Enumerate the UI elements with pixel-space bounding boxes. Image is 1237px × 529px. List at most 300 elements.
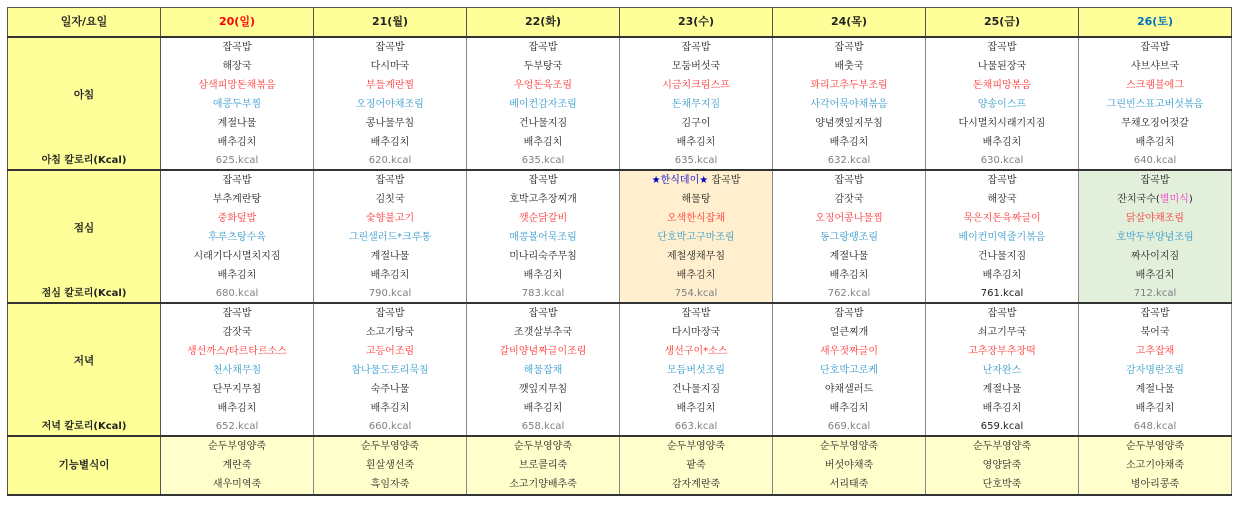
menu-text: 계절나물 xyxy=(1135,384,1175,395)
menu-text: 다시멸치시래기지짐 xyxy=(958,118,1046,129)
menu-cell xyxy=(314,380,467,399)
kcal-value: 659.kcal xyxy=(926,418,1079,436)
menu-text: 단호박고구마조림 xyxy=(657,232,735,243)
menu-text: 쇠고기무국 xyxy=(977,327,1027,338)
menu-cell xyxy=(926,133,1079,152)
meal-label: 점심 xyxy=(8,170,161,285)
menu-cell xyxy=(161,76,314,95)
menu-cell xyxy=(1079,114,1232,133)
kcal-value: 761.kcal xyxy=(926,285,1079,303)
menu-text: 야채샐러드 xyxy=(824,384,874,395)
menu-row xyxy=(8,399,1232,418)
menu-row xyxy=(8,190,1232,209)
menu-text: 우엉돈육조림 xyxy=(514,80,572,91)
kcal-value: 754.kcal xyxy=(620,285,773,303)
menu-cell xyxy=(161,247,314,266)
menu-text: 배추김치 xyxy=(217,137,257,148)
menu-cell xyxy=(1079,303,1232,323)
menu-text: 오징어야채조림 xyxy=(356,99,424,110)
menu-text: 호박고추장찌개 xyxy=(509,194,577,205)
kcal-value: 632.kcal xyxy=(773,152,926,170)
menu-text: 제철생채무침 xyxy=(667,251,725,262)
menu-cell xyxy=(926,342,1079,361)
menu-text: 부들계란찜 xyxy=(365,80,415,91)
menu-cell xyxy=(1079,399,1232,418)
menu-text: 얼큰찌개 xyxy=(829,327,869,338)
menu-text: 묵은지돈육짜글이 xyxy=(963,213,1041,224)
menu-text: 고등어조림 xyxy=(365,346,415,357)
menu-text: 배추김치 xyxy=(370,137,410,148)
functional-row xyxy=(8,475,1232,495)
menu-cell xyxy=(314,266,467,285)
menu-cell xyxy=(467,266,620,285)
header-day-wed: 23(수) xyxy=(620,8,773,38)
menu-cell xyxy=(467,37,620,57)
kcal-value: 640.kcal xyxy=(1079,152,1232,170)
functional-cell: 단호박죽 xyxy=(926,475,1079,495)
menu-row xyxy=(8,114,1232,133)
menu-text: 생선까스/타르타르소스 xyxy=(187,346,287,357)
menu-cell xyxy=(314,342,467,361)
menu-text: 김칫국 xyxy=(375,194,405,205)
menu-text: 감자명란조림 xyxy=(1126,365,1184,376)
menu-text: 잡곡밥 xyxy=(834,175,864,186)
menu-text: 해물잡채 xyxy=(523,365,563,376)
menu-cell xyxy=(620,57,773,76)
menu-cell xyxy=(467,76,620,95)
menu-text: 건나물지짐 xyxy=(518,118,568,129)
menu-cell xyxy=(926,323,1079,342)
menu-text: 배추김치 xyxy=(1135,137,1175,148)
menu-text: 애콩두부찜 xyxy=(212,99,262,110)
menu-text: 잡곡밥 xyxy=(1140,175,1170,186)
menu-cell xyxy=(926,37,1079,57)
menu-text: 배추김치 xyxy=(523,270,563,281)
functional-label: 기능별식이 xyxy=(8,436,161,495)
menu-cell xyxy=(161,170,314,190)
functional-row xyxy=(8,456,1232,475)
functional-cell: 순두부영양죽 xyxy=(467,436,620,456)
menu-cell xyxy=(926,303,1079,323)
menu-text: 갈비양념짜글이조림 xyxy=(499,346,587,357)
menu-cell xyxy=(620,361,773,380)
menu-text: 건나물지짐 xyxy=(671,384,721,395)
menu-text: 매콤볼어묵조림 xyxy=(509,232,577,243)
menu-text: 잡곡밥 xyxy=(987,42,1017,53)
menu-text: 배추김치 xyxy=(982,270,1022,281)
menu-text: 고추잡채 xyxy=(1135,346,1175,357)
kcal-value: 635.kcal xyxy=(467,152,620,170)
menu-row xyxy=(8,266,1232,285)
menu-cell xyxy=(161,399,314,418)
menu-cell xyxy=(1079,228,1232,247)
menu-text: 모둠버섯국 xyxy=(671,61,721,72)
menu-cell xyxy=(773,37,926,57)
menu-text: 잡곡밥 xyxy=(528,42,558,53)
menu-cell xyxy=(620,228,773,247)
header-row xyxy=(8,8,1232,38)
menu-row xyxy=(8,170,1232,190)
menu-cell xyxy=(926,57,1079,76)
menu-cell xyxy=(161,380,314,399)
kcal-value: 620.kcal xyxy=(314,152,467,170)
header-day-fri: 25(금) xyxy=(926,8,1079,38)
menu-text: 잡곡밥 xyxy=(681,42,711,53)
menu-cell xyxy=(1079,209,1232,228)
kcal-value: 783.kcal xyxy=(467,285,620,303)
menu-cell xyxy=(314,361,467,380)
functional-cell: 소고기양배추죽 xyxy=(467,475,620,495)
menu-cell xyxy=(773,95,926,114)
menu-cell xyxy=(467,133,620,152)
menu-text: 잡곡밥 xyxy=(987,308,1017,319)
menu-text: 생선구이*소스 xyxy=(664,346,728,357)
menu-text: 조갯살부추국 xyxy=(514,327,572,338)
menu-cell xyxy=(926,76,1079,95)
menu-text: 다시마국 xyxy=(370,61,410,72)
menu-cell xyxy=(161,303,314,323)
menu-cell xyxy=(467,361,620,380)
menu-text: 두부탕국 xyxy=(523,61,563,72)
menu-cell xyxy=(161,323,314,342)
menu-cell xyxy=(1079,266,1232,285)
menu-cell xyxy=(773,57,926,76)
menu-cell xyxy=(773,342,926,361)
menu-cell xyxy=(620,247,773,266)
menu-cell xyxy=(161,190,314,209)
menu-text: 배추김치 xyxy=(370,403,410,414)
functional-cell: 순두부영양죽 xyxy=(161,436,314,456)
menu-cell xyxy=(161,37,314,57)
menu-text: 잡곡밥 xyxy=(222,308,252,319)
functional-cell: 흰살생선죽 xyxy=(314,456,467,475)
menu-text: 후루츠탕수육 xyxy=(208,232,266,243)
menu-text: 감잣국 xyxy=(834,194,864,205)
functional-cell: 계란죽 xyxy=(161,456,314,475)
menu-text: 고추장부추장떡 xyxy=(968,346,1036,357)
menu-cell xyxy=(773,380,926,399)
menu-row xyxy=(8,37,1232,57)
menu-cell xyxy=(161,114,314,133)
menu-cell xyxy=(926,228,1079,247)
functional-cell: 순두부영양죽 xyxy=(1079,436,1232,456)
functional-cell: 소고기야채죽 xyxy=(1079,456,1232,475)
menu-text: 숯향불고기 xyxy=(365,213,415,224)
functional-cell: 새우미역죽 xyxy=(161,475,314,495)
menu-text: 배추김치 xyxy=(982,137,1022,148)
functional-cell: 순두부영양죽 xyxy=(926,436,1079,456)
functional-cell: 병아리콩죽 xyxy=(1079,475,1232,495)
menu-cell xyxy=(773,190,926,209)
kcal-value: 625.kcal xyxy=(161,152,314,170)
kcal-value: 660.kcal xyxy=(314,418,467,436)
menu-text: 꽈리고추두부조림 xyxy=(810,80,888,91)
menu-text: 배추김치 xyxy=(523,403,563,414)
meal-menu-table xyxy=(7,7,1232,496)
menu-cell xyxy=(620,380,773,399)
menu-cell xyxy=(1079,361,1232,380)
menu-cell xyxy=(926,114,1079,133)
menu-text: 베이컨미역줄기볶음 xyxy=(958,232,1046,243)
menu-cell xyxy=(620,342,773,361)
kcal-label: 아침 칼로리(Kcal) xyxy=(8,152,161,170)
menu-row xyxy=(8,209,1232,228)
menu-text: 소고기탕국 xyxy=(365,327,415,338)
menu-text: 단호박고로케 xyxy=(820,365,878,376)
menu-cell xyxy=(773,133,926,152)
functional-cell: 순두부영양죽 xyxy=(773,436,926,456)
menu-text: 부추계란탕 xyxy=(212,194,262,205)
menu-cell xyxy=(467,228,620,247)
menu-cell xyxy=(773,76,926,95)
kcal-value: 630.kcal xyxy=(926,152,1079,170)
kcal-row xyxy=(8,418,1232,436)
menu-text: 배추김치 xyxy=(370,270,410,281)
menu-cell xyxy=(620,266,773,285)
menu-cell xyxy=(1079,323,1232,342)
menu-text: 숙주나물 xyxy=(370,384,410,395)
menu-cell xyxy=(1079,57,1232,76)
menu-text: 오색한식잡채 xyxy=(667,213,725,224)
kcal-value: 712.kcal xyxy=(1079,285,1232,303)
menu-cell xyxy=(467,170,620,190)
menu-text: 계절나물 xyxy=(982,384,1022,395)
menu-text: 잡곡밥 xyxy=(375,42,405,53)
menu-cell xyxy=(773,399,926,418)
menu-cell xyxy=(773,114,926,133)
functional-cell: 브로콜리죽 xyxy=(467,456,620,475)
menu-cell xyxy=(467,399,620,418)
kcal-value: 663.kcal xyxy=(620,418,773,436)
menu-text: 삼색피망돈채볶음 xyxy=(198,80,276,91)
menu-text: 양송이스프 xyxy=(977,99,1027,110)
menu-text: 잡곡밥 xyxy=(222,42,252,53)
menu-text: 잡곡밥 xyxy=(375,175,405,186)
header-day-sun: 20(일) xyxy=(161,8,314,38)
menu-text: 잡곡밥 xyxy=(681,308,711,319)
kcal-value: 652.kcal xyxy=(161,418,314,436)
menu-text: 잡곡밥 xyxy=(375,308,405,319)
kcal-value: 680.kcal xyxy=(161,285,314,303)
menu-cell xyxy=(926,399,1079,418)
meal-label: 저녁 xyxy=(8,303,161,418)
menu-text: 잡곡밥 xyxy=(987,175,1017,186)
menu-text: 돈채피망볶음 xyxy=(973,80,1031,91)
menu-text: 사각어묵야채볶음 xyxy=(810,99,888,110)
menu-text: 스크램블에그 xyxy=(1126,80,1184,91)
menu-text: 배추김치 xyxy=(676,137,716,148)
header-day-thu: 24(목) xyxy=(773,8,926,38)
menu-cell xyxy=(161,342,314,361)
special-tag: 별미식 xyxy=(1159,194,1189,205)
menu-cell xyxy=(161,228,314,247)
menu-cell xyxy=(1079,342,1232,361)
kcal-label: 저녁 칼로리(Kcal) xyxy=(8,418,161,436)
menu-text: 미나리숙주무침 xyxy=(509,251,577,262)
menu-cell xyxy=(926,190,1079,209)
menu-text: ) xyxy=(1188,194,1193,205)
menu-text: 깻순닭갈비 xyxy=(518,213,568,224)
functional-cell: 팥죽 xyxy=(620,456,773,475)
menu-text: 잡곡밥 xyxy=(834,308,864,319)
functional-cell: 감자계란죽 xyxy=(620,475,773,495)
functional-cell: 버섯야채죽 xyxy=(773,456,926,475)
menu-text: 잔치국수( xyxy=(1117,194,1160,205)
kcal-label: 점심 칼로리(Kcal) xyxy=(8,285,161,303)
menu-text: 시래기다시멸치지짐 xyxy=(193,251,281,262)
menu-text: 모듬버섯조림 xyxy=(667,365,725,376)
menu-text: 북어국 xyxy=(1140,327,1170,338)
menu-row xyxy=(8,361,1232,380)
menu-cell xyxy=(314,114,467,133)
menu-cell xyxy=(1079,76,1232,95)
menu-cell xyxy=(773,247,926,266)
menu-text: 잡곡밥 xyxy=(834,42,864,53)
menu-text: 배추김치 xyxy=(1135,270,1175,281)
kcal-value: 658.kcal xyxy=(467,418,620,436)
menu-cell xyxy=(467,209,620,228)
korean-day-tag: ★한식데이★ xyxy=(651,175,709,186)
menu-row xyxy=(8,76,1232,95)
menu-text: 배추김치 xyxy=(829,137,869,148)
menu-cell xyxy=(314,170,467,190)
menu-cell xyxy=(467,342,620,361)
menu-cell xyxy=(620,303,773,323)
menu-row xyxy=(8,323,1232,342)
menu-cell xyxy=(773,361,926,380)
menu-text: 배추김치 xyxy=(676,403,716,414)
menu-text: 배추김치 xyxy=(982,403,1022,414)
menu-text: 배추김치 xyxy=(523,137,563,148)
menu-text: 다시마장국 xyxy=(671,327,721,338)
menu-row xyxy=(8,228,1232,247)
menu-cell xyxy=(773,170,926,190)
menu-text: 단무지무침 xyxy=(212,384,262,395)
menu-cell xyxy=(620,37,773,57)
menu-cell xyxy=(467,114,620,133)
menu-text: 시금치크림스프 xyxy=(662,80,730,91)
kcal-value: 648.kcal xyxy=(1079,418,1232,436)
meal-label: 아침 xyxy=(8,37,161,152)
menu-cell xyxy=(467,95,620,114)
menu-text: 호박두부양념조림 xyxy=(1116,232,1194,243)
menu-cell xyxy=(1079,170,1232,190)
menu-cell xyxy=(773,266,926,285)
menu-cell xyxy=(314,228,467,247)
menu-text: 무채오징어젓갈 xyxy=(1121,118,1189,129)
menu-cell xyxy=(773,303,926,323)
menu-cell xyxy=(620,95,773,114)
menu-text: 배추김치 xyxy=(829,403,869,414)
menu-text: 배추김치 xyxy=(217,403,257,414)
menu-text: 잡곡밥 xyxy=(1140,42,1170,53)
functional-cell: 서리태죽 xyxy=(773,475,926,495)
functional-cell: 흑임자죽 xyxy=(314,475,467,495)
menu-cell xyxy=(467,380,620,399)
menu-cell xyxy=(620,170,773,190)
menu-text: 건나물지짐 xyxy=(977,251,1027,262)
menu-text: 배추김치 xyxy=(217,270,257,281)
menu-text: 새우젓짜글이 xyxy=(820,346,878,357)
menu-cell xyxy=(620,190,773,209)
menu-text: 나물된장국 xyxy=(977,61,1027,72)
menu-text: 그린빈스표고버섯볶음 xyxy=(1106,99,1204,110)
menu-cell xyxy=(620,133,773,152)
menu-cell xyxy=(314,399,467,418)
header-day-mon: 21(월) xyxy=(314,8,467,38)
header-day-tue: 22(화) xyxy=(467,8,620,38)
menu-cell xyxy=(773,228,926,247)
menu-cell xyxy=(467,323,620,342)
menu-cell xyxy=(773,323,926,342)
menu-row xyxy=(8,247,1232,266)
menu-cell xyxy=(1079,380,1232,399)
menu-cell xyxy=(926,209,1079,228)
menu-cell xyxy=(314,323,467,342)
menu-cell xyxy=(620,114,773,133)
menu-cell xyxy=(926,266,1079,285)
menu-cell xyxy=(161,361,314,380)
functional-cell: 순두부영양죽 xyxy=(620,436,773,456)
menu-text: 베이컨감자조림 xyxy=(509,99,577,110)
menu-row xyxy=(8,95,1232,114)
menu-text: 해장국 xyxy=(222,61,252,72)
menu-row xyxy=(8,342,1232,361)
menu-cell xyxy=(314,133,467,152)
menu-text: 오징어콩나물찜 xyxy=(815,213,883,224)
menu-text: 참나물도토리묵침 xyxy=(351,365,429,376)
menu-text: 계절나물 xyxy=(217,118,257,129)
header-date-day: 일자/요일 xyxy=(8,8,161,38)
menu-cell xyxy=(314,57,467,76)
menu-cell xyxy=(773,209,926,228)
kcal-value: 669.kcal xyxy=(773,418,926,436)
menu-text: 잡곡밥 xyxy=(708,175,741,186)
menu-cell xyxy=(161,209,314,228)
menu-row xyxy=(8,57,1232,76)
menu-cell xyxy=(1079,37,1232,57)
menu-text: 계절나물 xyxy=(829,251,869,262)
menu-cell xyxy=(467,303,620,323)
menu-cell xyxy=(620,399,773,418)
menu-text: 깻잎지무침 xyxy=(518,384,568,395)
menu-text: 중화덮밥 xyxy=(217,213,257,224)
menu-cell xyxy=(1079,95,1232,114)
menu-cell xyxy=(314,209,467,228)
menu-cell xyxy=(926,380,1079,399)
menu-cell xyxy=(314,95,467,114)
menu-cell xyxy=(161,133,314,152)
menu-row xyxy=(8,380,1232,399)
menu-cell xyxy=(161,57,314,76)
kcal-value: 635.kcal xyxy=(620,152,773,170)
menu-text: 계절나물 xyxy=(370,251,410,262)
functional-cell: 영양닭죽 xyxy=(926,456,1079,475)
menu-cell xyxy=(161,266,314,285)
functional-cell: 순두부영양죽 xyxy=(314,436,467,456)
menu-text: 돈채무지짐 xyxy=(671,99,721,110)
menu-cell xyxy=(1079,133,1232,152)
kcal-value: 790.kcal xyxy=(314,285,467,303)
menu-cell xyxy=(467,57,620,76)
menu-text: 잡곡밥 xyxy=(528,308,558,319)
menu-cell xyxy=(620,323,773,342)
menu-text: 잡곡밥 xyxy=(222,175,252,186)
menu-text: 천사채무침 xyxy=(212,365,262,376)
menu-cell xyxy=(467,247,620,266)
menu-text: 콩나물무침 xyxy=(365,118,415,129)
menu-cell xyxy=(620,76,773,95)
